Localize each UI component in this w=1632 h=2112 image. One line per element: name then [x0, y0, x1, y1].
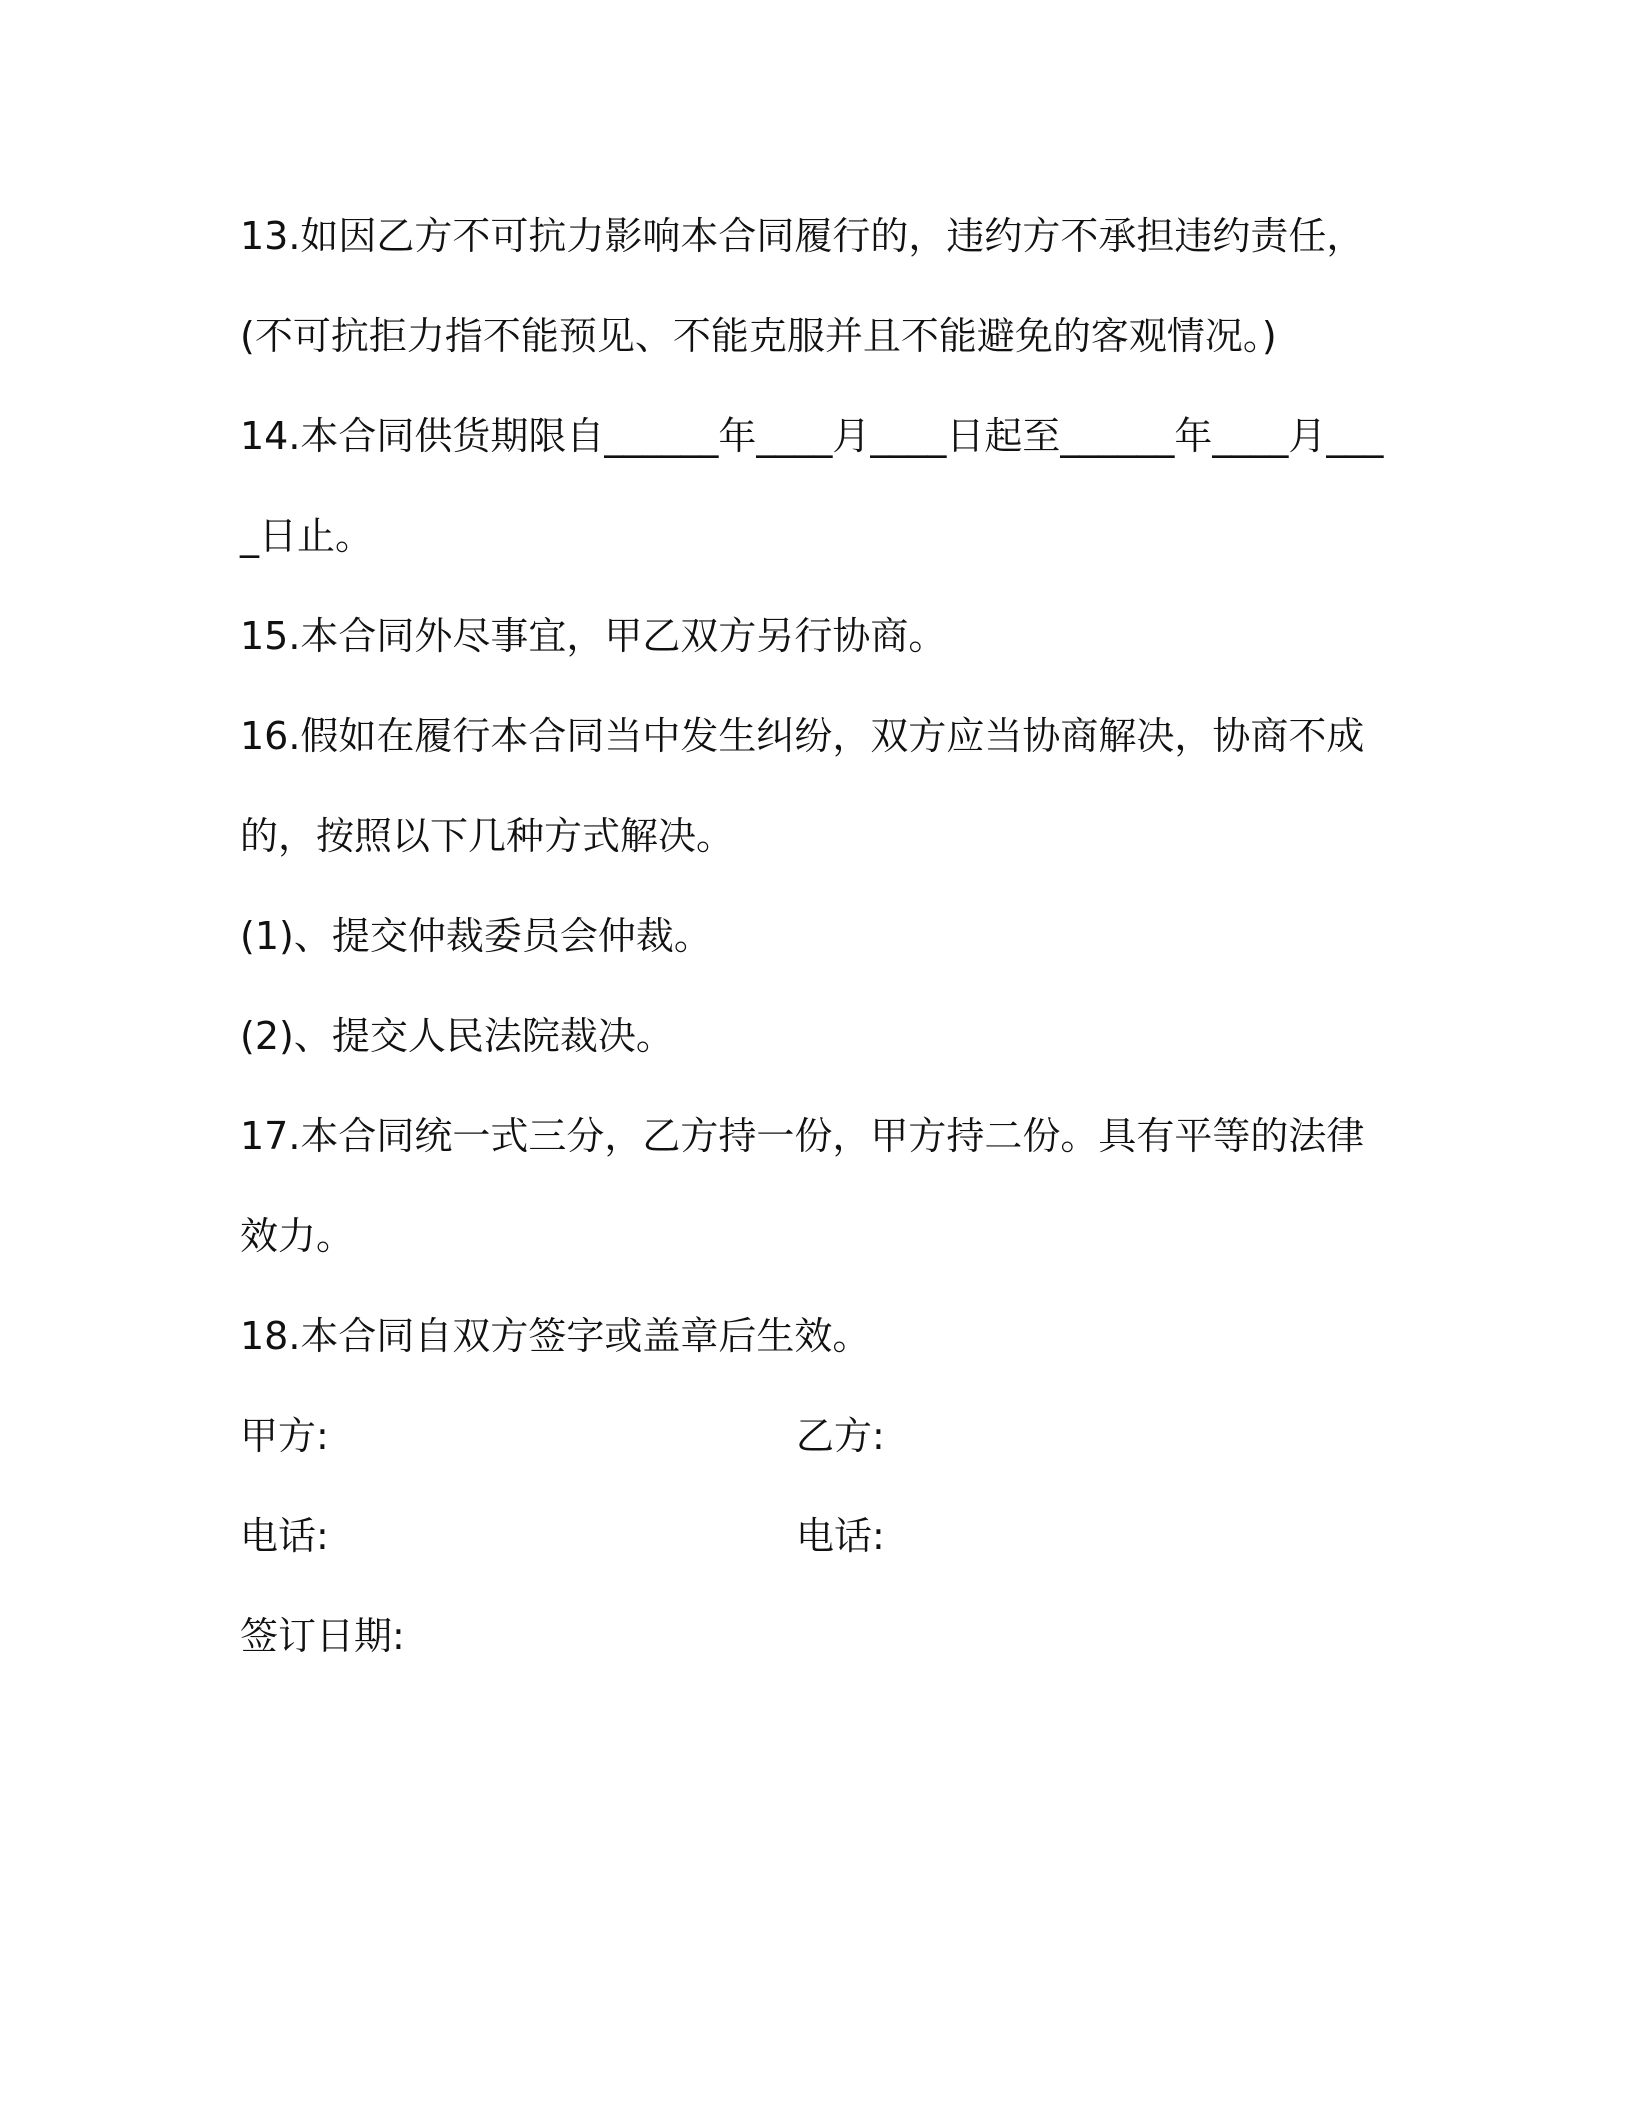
clause-17: 17.本合同统一式三分，乙方持一份，甲方持二份。具有平等的法律效力。 — [240, 1114, 1365, 1258]
party-a-label: 甲方: — [240, 1414, 329, 1458]
clause-15: 15.本合同外尽事宜，甲乙双方另行协商。 — [240, 614, 947, 658]
signature-phone-row — [240, 1486, 1400, 1586]
party-b-label: 乙方: — [796, 1414, 885, 1458]
clause-16-option-1: (1)、提交仲裁委员会仲裁。 — [240, 914, 712, 958]
phone-b-label: 电话: — [796, 1514, 885, 1558]
contract-body — [240, 186, 1400, 1686]
clause-14: 14.本合同供货期限自______年____月____日起至______年____月____日止。 — [240, 414, 1384, 558]
clause-18: 18.本合同自双方签字或盖章后生效。 — [240, 1314, 871, 1358]
clause-13: 13.如因乙方不可抗力影响本合同履行的，违约方不承担违约责任，(不可抗拒力指不能预见、不能克服并且不能避免的客观情况。) — [240, 214, 1365, 358]
clause-16: 16.假如在履行本合同当中发生纠纷，双方应当协商解决，协商不成的，按照以下几种方式解决。 — [240, 714, 1365, 858]
signature-party-row — [240, 1386, 1400, 1486]
signature-date-row — [240, 1586, 1400, 1686]
signing-date-label: 签订日期: — [240, 1614, 405, 1658]
clause-16-option-2: (2)、提交人民法院裁决。 — [240, 1014, 674, 1058]
phone-a-label: 电话: — [240, 1514, 329, 1558]
